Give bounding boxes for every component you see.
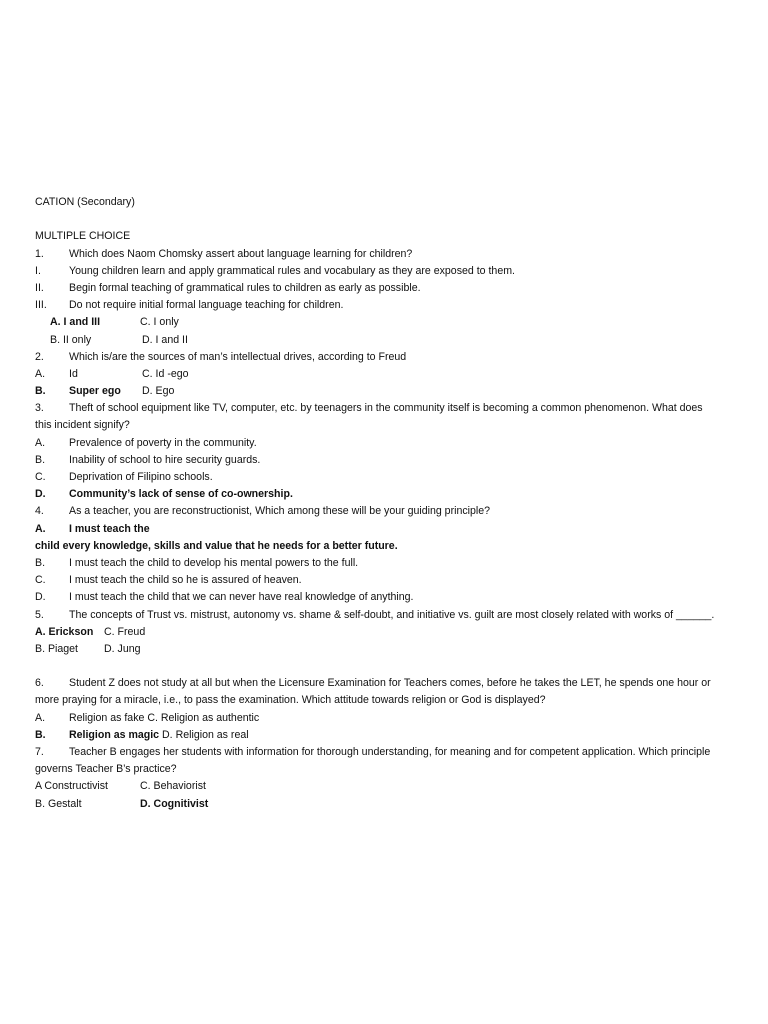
question-number: 6.	[35, 677, 44, 690]
statement-number: II.	[35, 281, 44, 294]
options-row	[35, 727, 735, 744]
answer-option	[35, 435, 735, 452]
options-row	[35, 710, 735, 727]
options-row	[35, 624, 735, 641]
answer-option-correct	[35, 521, 735, 538]
answer-option	[35, 572, 735, 589]
option-letter: C.	[35, 471, 46, 483]
question-1	[35, 246, 735, 263]
option-text: Community’s lack of sense of co-ownership.	[69, 488, 293, 501]
header-text: CATION (Secondary)	[35, 196, 135, 208]
statement-text: Young children learn and apply grammatical rules and vocabulary as they are exposed to them.	[69, 264, 515, 277]
options-row	[35, 641, 735, 658]
option-letter: B.	[35, 453, 46, 466]
question-number: 4.	[35, 505, 44, 518]
statement-item	[35, 297, 735, 314]
options-row	[35, 778, 735, 795]
answer-option-b: B. Gestalt	[35, 797, 82, 810]
option-letter: D.	[35, 591, 46, 604]
answer-option	[35, 589, 735, 606]
answer-option	[35, 555, 735, 572]
answer-option-correct-continued	[35, 538, 735, 555]
answer-options-b-d	[69, 727, 249, 744]
answer-option-a: A. Erickson	[35, 625, 94, 638]
option-letter: D.	[35, 488, 46, 501]
document-header	[35, 194, 735, 211]
option-letter: A.	[35, 436, 46, 449]
statement-number: III.	[35, 299, 47, 312]
question-7	[35, 744, 735, 761]
question-6	[35, 675, 735, 692]
options-row	[35, 796, 735, 813]
options-row	[35, 383, 735, 400]
answer-option	[35, 452, 735, 469]
question-text: Which does Naom Chomsky assert about language learning for children?	[69, 247, 413, 260]
option-letter: B.	[35, 385, 46, 398]
section-title	[35, 228, 735, 245]
answer-option-c: C. Behaviorist	[140, 780, 206, 793]
question-5	[35, 607, 735, 624]
answer-option-a: A. I and III	[50, 316, 101, 329]
question-number: 7.	[35, 746, 44, 758]
answer-option-a: A Constructivist	[35, 780, 109, 793]
statement-number: I.	[35, 264, 41, 277]
question-number: 5.	[35, 608, 44, 621]
section-title-text: MULTIPLE CHOICE	[35, 230, 131, 243]
question-text: Student Z does not study at all but when the Licensure Examination for Teachers comes, before he takes the LET, he spends one hour or	[69, 677, 711, 690]
answer-option-d: D. Jung	[104, 642, 141, 655]
answer-option-a: Id	[69, 367, 78, 380]
option-text: child every knowledge, skills and value that he needs for a better future.	[35, 539, 398, 552]
option-letter: B.	[35, 556, 46, 569]
question-4	[35, 503, 735, 520]
option-letter: B.	[35, 728, 46, 741]
statement-text: Do not require initial formal language teaching for children.	[69, 299, 344, 312]
answer-option-c: C. I only	[140, 316, 179, 329]
question-number: 2.	[35, 350, 44, 363]
answer-option	[35, 469, 735, 486]
options-row	[35, 314, 735, 331]
answer-option-b: Religion as magic	[69, 728, 160, 741]
question-number: 1.	[35, 247, 44, 260]
question-text: The concepts of Trust vs. mistrust, autonomy vs. shame & self-doubt, and initiative vs. guilt are most closely related with works of ______.	[69, 608, 715, 621]
answer-option-d: D. Religion as real	[162, 728, 249, 741]
answer-option-d: D. I and II	[142, 333, 188, 346]
answer-option-d: D. Ego	[142, 385, 175, 398]
question-text: this incident signify?	[35, 419, 130, 432]
question-text-continued	[35, 692, 735, 709]
answer-option-c: C. Freud	[104, 625, 146, 638]
question-text-continued	[35, 761, 735, 778]
option-letter: A.	[35, 367, 46, 380]
option-text: Inability of school to hire security guards.	[69, 453, 261, 466]
option-text: I must teach the child that we can never have real knowledge of anything.	[69, 591, 414, 604]
option-letter: A.	[35, 522, 46, 535]
answer-option-b: B. Piaget	[35, 642, 78, 655]
statement-text: Begin formal teaching of grammatical rules to children as early as possible.	[69, 281, 421, 294]
options-row	[35, 366, 735, 383]
exam-document	[35, 194, 735, 813]
option-text: I must teach the child so he is assured of heaven.	[69, 574, 302, 587]
option-text: I must teach the	[69, 522, 150, 535]
question-text: As a teacher, you are reconstructionist, Which among these will be your guiding principle?	[69, 505, 491, 518]
answer-option-correct	[35, 486, 735, 503]
option-letter: C.	[35, 574, 46, 587]
question-text: governs Teacher B’s practice?	[35, 763, 177, 776]
question-text: more praying for a miracle, i.e., to pass the examination. Which attitude towards religion or God is displayed?	[35, 694, 546, 707]
question-text: Which is/are the sources of man’s intellectual drives, according to Freud	[69, 350, 407, 363]
answer-option-b: Super ego	[69, 385, 121, 398]
answer-option-d: D. Cognitivist	[140, 797, 209, 810]
question-text-continued	[35, 417, 735, 434]
option-text: Prevalence of poverty in the community.	[69, 436, 257, 449]
statement-item	[35, 280, 735, 297]
question-3	[35, 400, 735, 417]
question-number: 3.	[35, 402, 44, 415]
options-row	[35, 332, 735, 349]
question-2	[35, 349, 735, 366]
answer-option-b: B. II only	[50, 333, 92, 346]
option-text: I must teach the child to develop his mental powers to the full.	[69, 556, 359, 569]
answer-option-c: C. Id -ego	[142, 367, 189, 380]
option-letter: A.	[35, 711, 46, 724]
option-text: Deprivation of Filipino schools.	[69, 471, 213, 483]
statement-item	[35, 263, 735, 280]
question-text: Teacher B engages her students with information for thorough understanding, for meaning and for competent application. Which principle	[69, 746, 711, 758]
question-text: Theft of school equipment like TV, computer, etc. by teenagers in the community itself is becoming a common phenomenon. What does	[69, 402, 703, 415]
answer-options-a-c: Religion as fake C. Religion as authentic	[69, 711, 260, 724]
